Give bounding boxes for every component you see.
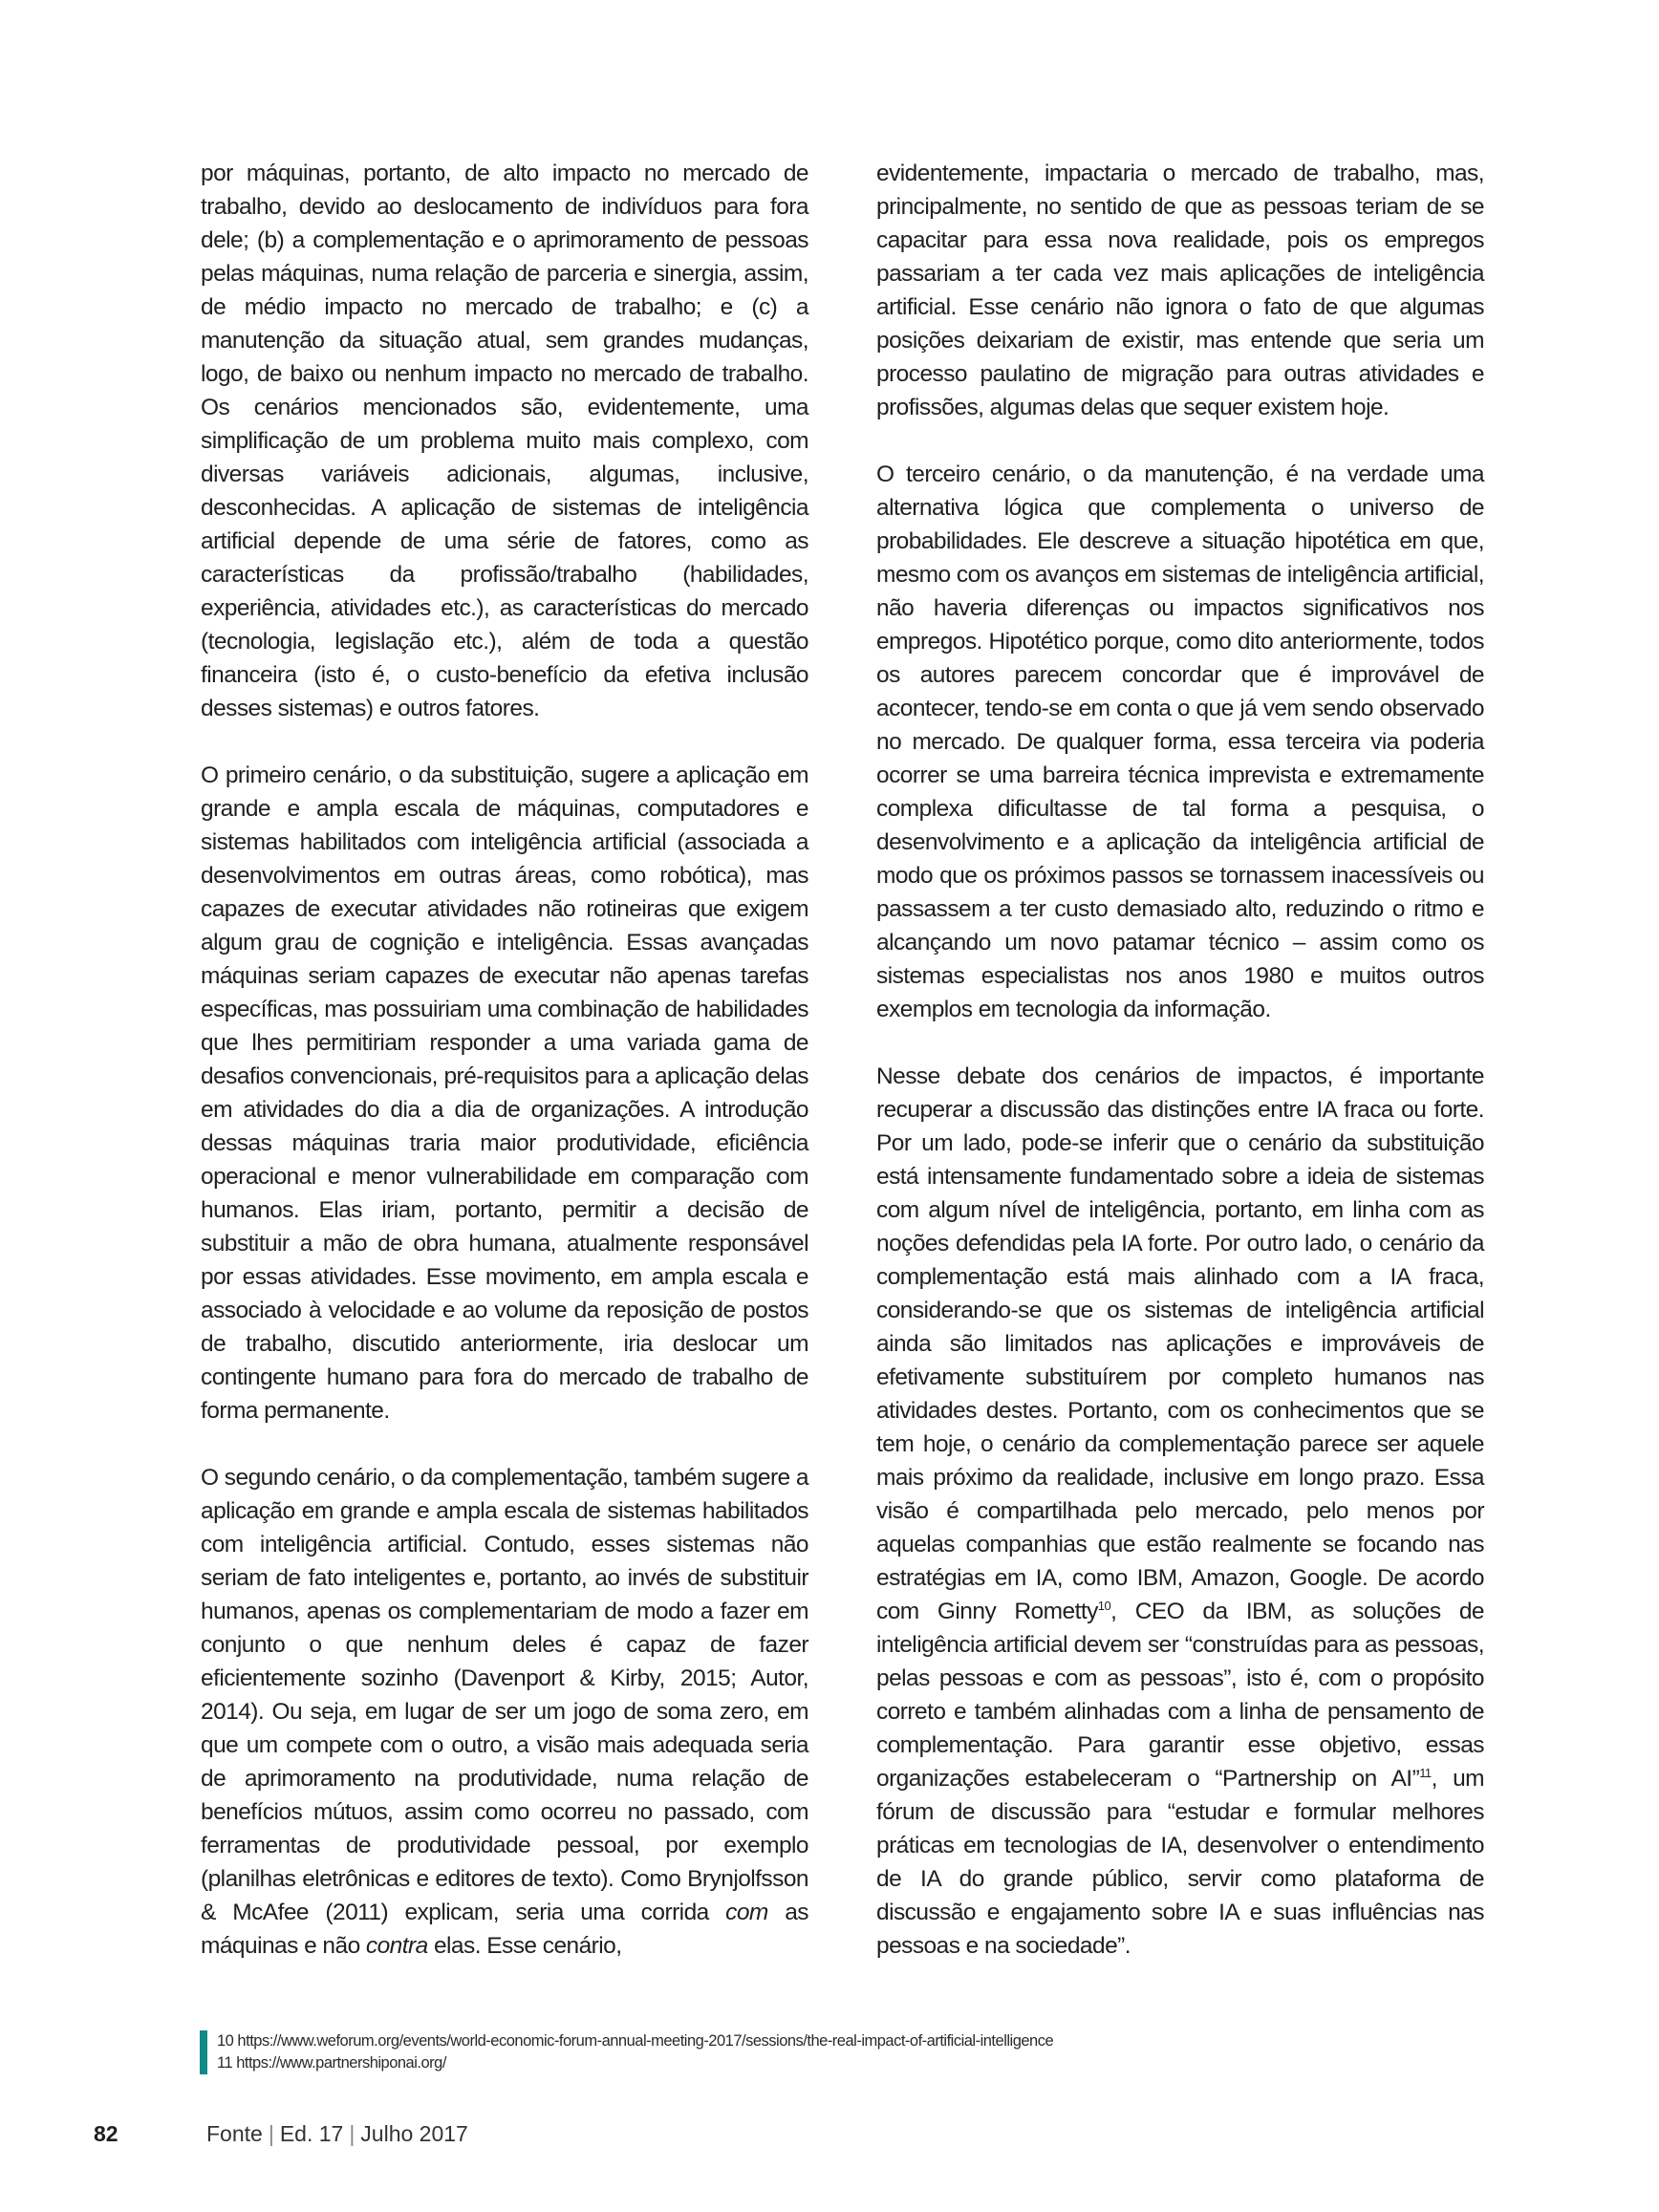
- footnote: 11 https://www.partnershiponai.org/: [217, 2054, 446, 2072]
- paragraph: O primeiro cenário, o da substituição, sugere a aplicação em grande e ampla escala de máquinas, computadores e sistemas habilitados com inteligência artificial (associada a desenvolvimentos em outras áreas, como robótica), mas capazes de executar atividades não rotineiras que exigem algum grau de cognição e inteligência. Essas avançadas máquinas seriam capazes de executar não apenas tarefas específicas, mas possuiriam uma combinação de habilidades que lhes permitiriam responder a uma variada gama de desafios convencionais, pré-requisitos para a aplicação delas em atividades do dia a dia de organizações. A introdução dessas máquinas traria maior produtividade, eficiência operacional e menor vulnerabilidade em comparação com humanos. Elas iriam, portanto, permitir a decisão de substituir a mão de obra humana, atualmente responsável por essas atividades. Esse movimento, em ampla escala e associado à velocidade e ao volume da reposição de postos de trabalho, discutido anteriormente, iria deslocar um contingente humano para fora do mercado de trabalho de forma permanente.: [201, 762, 808, 1424]
- text-run: , um fórum de discussão para “estudar e formular melhores práticas em tecnologias de IA, desenvolver o entendimento de IA do grande público, servir como plataforma de discussão e engajamento sobre IA e suas influências nas pessoas e na sociedade”.: [876, 1766, 1485, 1959]
- paragraph: evidentemente, impactaria o mercado de trabalho, mas, principalmente, no sentido de que as pessoas teriam de se capacitar para essa nova realidade, pois os empregos passariam a ter cada vez mais aplicações de inteligência artificial. Esse cenário não ignora o fato de que algumas posições deixariam de existir, mas entende que seria um processo paulatino de migração para outras atividades e profissões, algumas delas que sequer existem hoje.: [876, 161, 1484, 420]
- publication-date: Julho 2017: [360, 2121, 468, 2146]
- text-run: Nesse debate dos cenários de impactos, é importante recuperar a discussão das distinções entre IA fraca ou forte. Por um lado, pode-se inferir que o cenário da substituição está intensamente fundamentado sobre a ideia de sistemas com algum nível de inteligência, portanto, em linha com as noções defendidas pela IA forte. Por outro lado, o cenário da complementação está mais alinhado com a IA fraca, considerando-se que os sistemas de inteligência artificial ainda são limitados nas aplicações e improváveis de efetivamente substituírem por completo humanos nas atividades destes. Portanto, com os conhecimentos que se tem hoje, o cenário da complementação parece ser aquele mais próximo da realidade, inclusive em longo prazo. Essa visão é compartilhada pelo mercado, pelo menos por aquelas companhias que estão realmente se focando nas estratégias em IA, como IBM, Amazon, Google. De acordo com Ginny Rometty: [876, 1063, 1484, 1624]
- text-run: , CEO da IBM, as soluções de inteligência artificial devem ser “construídas para as pessoas, pelas pessoas e com as pessoas”, isto é, com o propósito correto e também alinhadas com a linha de pensamento de complementação. Para garantir esse objetivo, essas organizações estabeleceram o “Partnership on AI”: [876, 1599, 1484, 1792]
- footnote-ref: 11: [1419, 1765, 1432, 1780]
- text-run: O segundo cenário, o da complementação, também sugere a aplicação em grande e ampla escala de sistemas habilitados com inteligência artificial. Contudo, esses sistemas não seriam de fato inteligentes e, portanto, ao invés de substituir humanos, apenas os complementariam de modo a fazer em conjunto o que nenhum deles é capaz de fazer eficientemente sozinho (Davenport & Kirby, 2015; Autor, 2014). Ou seja, em lugar de ser um jogo de soma zero, em que um compete com o outro, a visão mais adequada seria de aprimoramento na produtividade, numa relação de benefícios mútuos, assim como ocorreu no passado, com ferramentas de produtividade pessoal, por exemplo (planilhas eletrônicas e editores de texto). Como Brynjolfsson & McAfee (2011) explicam, seria uma corrida: [201, 1465, 808, 1925]
- paragraph: [201, 1461, 808, 1963]
- footnote-ref: 10: [1097, 1598, 1111, 1613]
- emphasis: contra: [365, 1933, 428, 1959]
- edition: Ed. 17: [279, 2121, 344, 2146]
- emphasis: com: [725, 1900, 768, 1925]
- footnotes: [200, 2030, 1053, 2074]
- footer-separator: |: [349, 2121, 356, 2146]
- publication-name: Fonte: [206, 2121, 263, 2146]
- footer-separator: |: [268, 2121, 274, 2146]
- page-number: 82: [94, 2121, 118, 2146]
- running-footer: [206, 2121, 468, 2147]
- right-column: [876, 157, 1484, 1963]
- left-column: [201, 157, 808, 1963]
- paragraph: por máquinas, portanto, de alto impacto no mercado de trabalho, devido ao deslocamento de indivíduos para fora dele; (b) a complementação e o aprimoramento de pessoas pelas máquinas, numa relação de parceria e sinergia, assim, de médio impacto no mercado de trabalho; e (c) a manutenção da situação atual, sem grandes mudanças, logo, de baixo ou nenhum impacto no mercado de trabalho. Os cenários mencionados são, evidentemente, uma simplificação de um problema muito mais complexo, com diversas variáveis adicionais, algumas, inclusive, desconhecidas. A aplicação de sistemas de inteligência artificial depende de uma série de fatores, como as características da profissão/trabalho (habilidades, experiência, atividades etc.), as características do mercado (tecnologia, legislação etc.), além de toda a questão financeira (isto é, o custo-benefício da efetiva inclusão desses sistemas) e outros fatores.: [201, 161, 808, 721]
- footnote: 10 https://www.weforum.org/events/world-economic-forum-annual-meeting-2017/sessions/the-real-impact-of-artificial-intelligence: [217, 2032, 1054, 2050]
- text-run: as máquinas e não: [201, 1900, 808, 1959]
- text-run: elas. Esse cenário,: [427, 1933, 622, 1959]
- paragraph: [876, 1060, 1484, 1963]
- paragraph: O terceiro cenário, o da manutenção, é na verdade uma alternativa lógica que complementa o universo de probabilidades. Ele descreve a situação hipotética em que, mesmo com os avanços em sistemas de inteligência artificial, não haveria diferenças ou impactos significativos nos empregos. Hipotético porque, como dito anteriormente, todos os autores parecem concordar que é improvável de acontecer, tendo-se em conta o que já vem sendo observado no mercado. De qualquer forma, essa terceira via poderia ocorrer se uma barreira técnica imprevista e extremamente complexa dificultasse de tal forma a pesquisa, o desenvolvimento e a aplicação da inteligência artificial de modo que os próximos passos se tornassem inacessíveis ou passassem a ter custo demasiado alto, reduzindo o ritmo e alcançando um novo patamar técnico – assim como os sistemas especialistas nos anos 1980 e muitos outros exemplos em tecnologia da informação.: [876, 462, 1484, 1022]
